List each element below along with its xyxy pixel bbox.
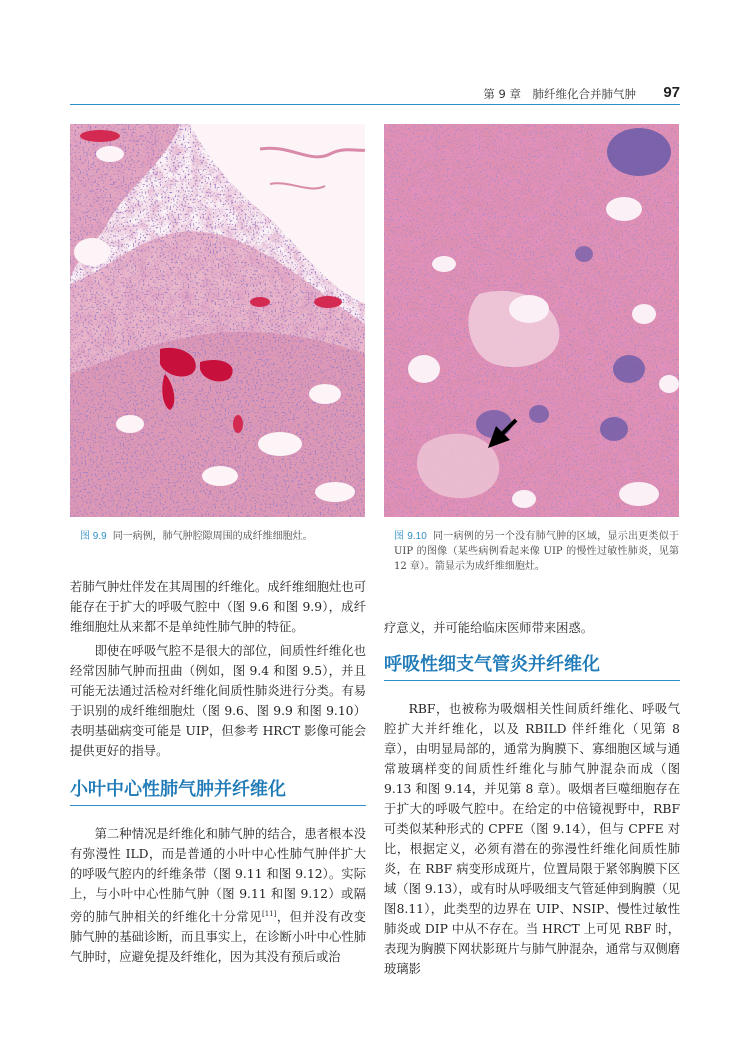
caption-text: 同一病例的另一个没有肺气肿的区域，显示出更类似于 UIP 的图像（某些病例看起来像 UIP 的慢性过敏性肺炎，见第 12 章）。箭显示为成纤维细胞灶。 [394,531,679,572]
figure-9-9-micrograph [70,124,365,517]
figure-caption [80,529,365,544]
section-heading: 呼吸性细支气管炎并纤维化 [384,652,680,681]
page-number: 97 [663,84,680,101]
header-rule [70,104,680,105]
left-column [70,577,366,967]
figure-number: 图 9.9 [80,531,107,542]
paragraph: 即使在呼吸气腔不是很大的部位，间质性纤维化也经常因肺气肿而扭曲（例如，图 9.4 和图 9.5），并且可能无法通过活检对纤维化间质性肺炎进行分类。有易于识别的成纤维细胞灶（图 9.6、图 9.9 和图 9.10）表明基础病变可能是 UIP，但参考 HRCT 影像可能会提供更好的指导。 [70,644,366,758]
caption-text: 同一病例，肺气肿腔隙周围的成纤维细胞灶。 [112,531,313,542]
paragraph-text: ，但并没有改变肺气肿的基础诊断，而且事实上，在诊断小叶中心性肺气肿时，应避免提及纤维化，因为其没有预后或治 [70,910,366,965]
running-title: 第 9 章 肺纤维化合并肺气肿 [483,87,636,101]
histology-image [70,124,365,517]
figure-9-10-micrograph [384,124,679,517]
figure-caption [394,529,679,574]
paragraph: 若肺气肿灶伴发在其周围的纤维化。成纤维细胞灶也可能存在于扩大的呼吸气腔中（图 9.6 和图 9.9），成纤维细胞灶从来都不是单纯性肺气肿的特征。 [70,580,366,634]
paragraph-text: 第二种情况是纤维化和肺气肿的结合，患者根本没有弥漫性 ILD，而是普通的小叶中心性肺气肿伴扩大的呼吸气腔内的纤维条带（图 9.11 和图 9.12）。实际上，与小叶中心性肺气肿（图 9.11 和图 9.12）或隔旁的肺气肿相关的纤维化十分常见 [70,827,366,925]
figure-number: 图 9.10 [394,531,427,542]
paragraph [70,824,366,967]
paragraph: RBF，也被称为吸烟相关性间质纤维化、呼吸气腔扩大并纤维化，以及 RBILD 伴纤维化（见第 8 章），由明显局部的，通常为胸膜下、寡细胞区域与通常玻璃样变的间质性纤维化与肺气肿混杂而成（图 9.13 和图 9.14，并见第 8 章）。吸烟者巨噬细胞存在于扩大的呼吸气腔中。在给定的中倍镜视野中，RBF 可类似某种形式的 CPFE（图 9.14），但与 CPFE 对比，根据定义，必须有潜在的弥漫性纤维化间质性肺炎，在 RBF 病变形成斑片，位置局限于紧邻胸膜下区域（图 9.13），或有时从呼吸细支气管延伸到胸膜（见图8.11），此类型的边界在 UIP、NSIP、慢性过敏性肺炎或 DIP 中从不存在。当 HRCT 上可见 RBF 时，表现为胸膜下网状影斑片与肺气肿混杂，通常与双侧磨玻璃影 [384,702,680,976]
paragraph: 疗意义，并可能给临床医师带来困惑。 [384,621,594,635]
page-header [70,84,680,104]
section-heading: 小叶中心性肺气肿并纤维化 [70,777,366,806]
citation-ref: [11] [262,910,277,918]
right-column [384,618,680,979]
histology-image [384,124,679,517]
